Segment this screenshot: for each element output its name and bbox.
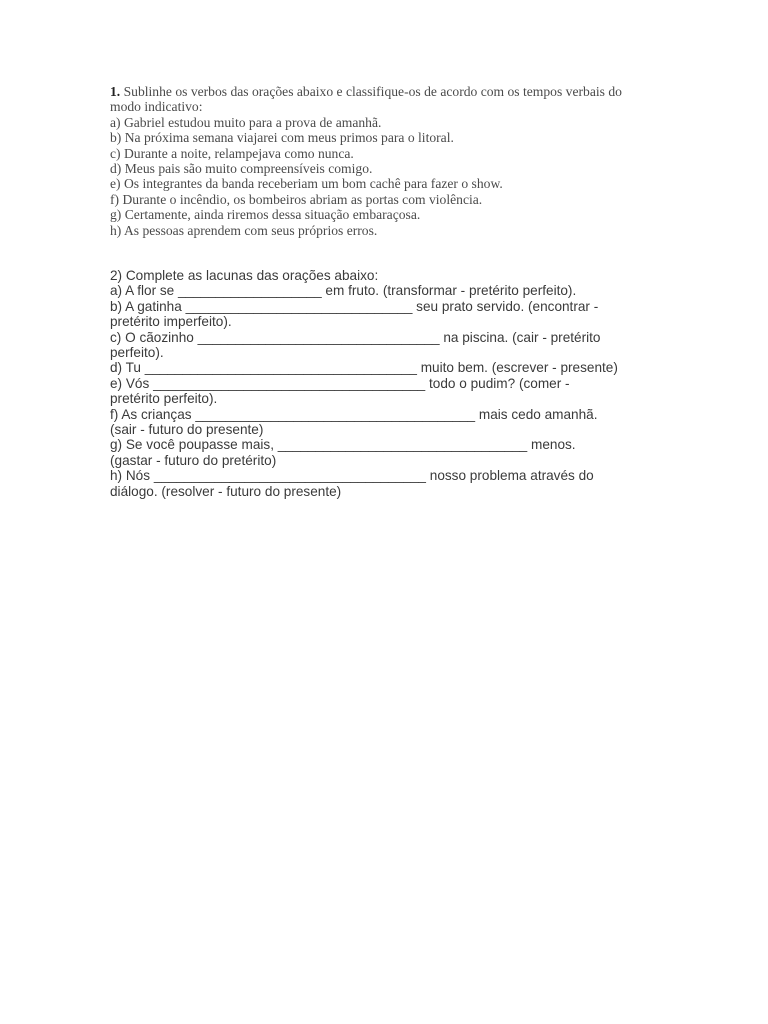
question-2-item-a: a) A flor se ___________________ em fruto. (transformar - pretérito perfeito). xyxy=(110,283,577,299)
question-1 xyxy=(110,84,670,238)
question-2-item-f: f) As crianças _____________________________________ mais cedo amanhã. xyxy=(110,406,598,422)
question-1-item-e: e) Os integrantes da banda receberiam um bom cachê para fazer o show. xyxy=(110,176,503,192)
question-2-item-f-continued: (sair - futuro do presente) xyxy=(110,422,264,438)
question-1-item-f: f) Durante o incêndio, os bombeiros abriam as portas com violência. xyxy=(110,191,483,207)
question-1-instruction xyxy=(110,84,670,99)
question-2-item-c-continued: perfeito). xyxy=(110,345,164,361)
question-1-item-g: g) Certamente, ainda riremos dessa situação embaraçosa. xyxy=(110,207,421,223)
question-2-item-h-continued: diálogo. (resolver - futuro do presente) xyxy=(110,483,342,499)
question-2-item-b: b) A gatinha ______________________________ seu prato servido. (encontrar - xyxy=(110,298,599,314)
question-1-item-b: b) Na próxima semana viajarei com meus primos para o litoral. xyxy=(110,130,454,146)
question-1-item-a: a) Gabriel estudou muito para a prova de amanhã. xyxy=(110,114,382,130)
question-2-item-e: e) Vós ____________________________________ todo o pudim? (comer - xyxy=(110,375,570,391)
question-1-number: 1. xyxy=(110,84,121,99)
question-2-instruction: 2) Complete as lacunas das orações abaixo: xyxy=(110,268,379,283)
question-1-item-h: h) As pessoas aprendem com seus próprios erros. xyxy=(110,222,378,238)
question-2-item-h: h) Nós ____________________________________ nosso problema através do xyxy=(110,468,594,484)
question-2-item-c: c) O cãozinho ________________________________ na piscina. (cair - pretérito xyxy=(110,329,601,345)
question-2 xyxy=(110,268,670,499)
question-1-instruction-line-1: Sublinhe os verbos das orações abaixo e classifique-os de acordo com os tempos verbais do xyxy=(120,84,622,99)
question-2-item-e-continued: pretérito perfeito). xyxy=(110,391,218,407)
question-1-item-c: c) Durante a noite, relampejava como nunca. xyxy=(110,145,354,161)
question-1-instruction-line-2: modo indicativo: xyxy=(110,99,203,115)
question-2-item-b-continued: pretérito imperfeito). xyxy=(110,314,232,330)
question-2-item-d: d) Tu ____________________________________ muito bem. (escrever - presente) xyxy=(110,360,618,376)
question-2-item-g-continued: (gastar - futuro do pretérito) xyxy=(110,452,277,468)
question-1-item-d: d) Meus pais são muito compreensíveis comigo. xyxy=(110,161,373,177)
question-2-item-g: g) Se você poupasse mais, _________________________________ menos. xyxy=(110,437,576,453)
